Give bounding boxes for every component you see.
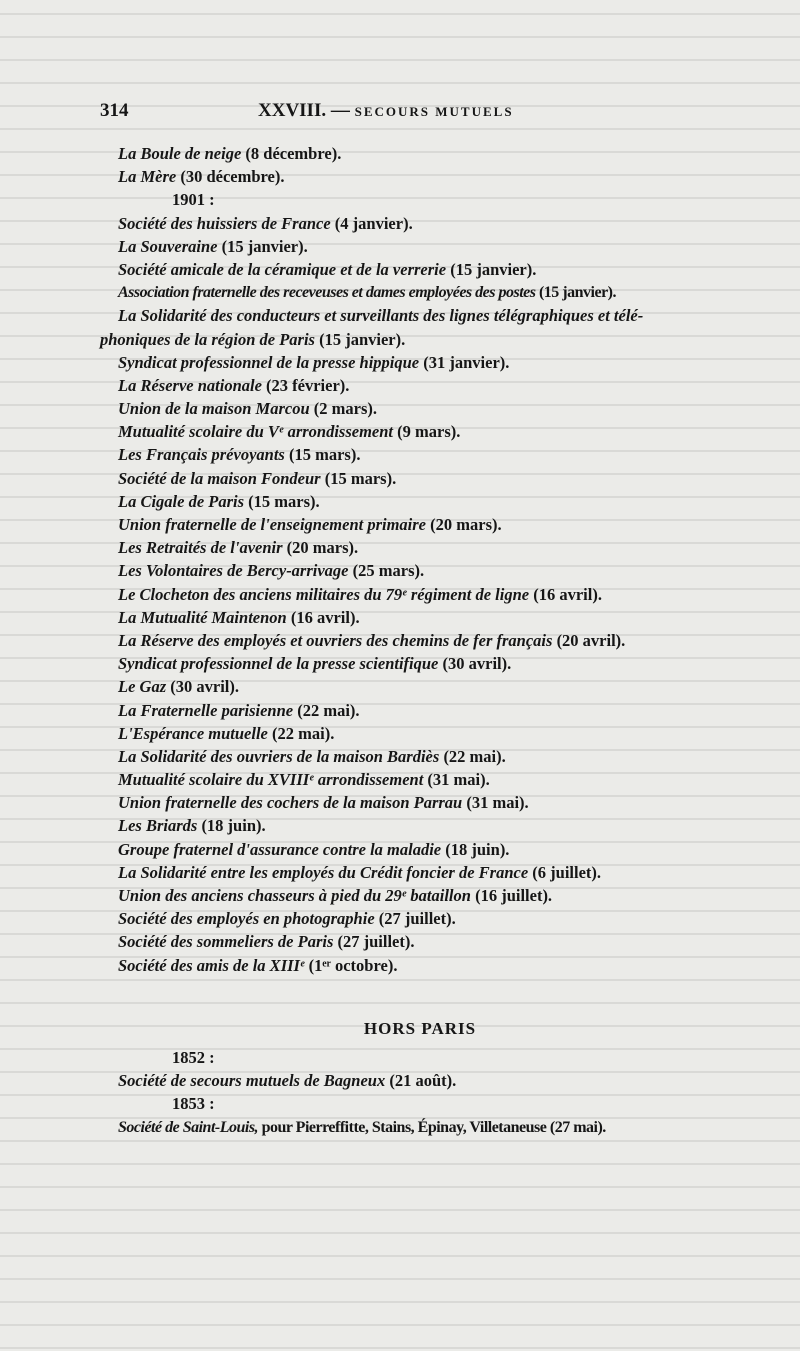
list-item (100, 397, 740, 420)
society-name: Société de la maison Fondeur (118, 468, 321, 488)
society-name: Société de Saint-Louis, (118, 1118, 259, 1136)
list-item (100, 420, 740, 443)
founding-date: (20 mars). (426, 515, 502, 534)
society-name: Société des amis de la XIIIᵉ (118, 955, 305, 975)
year-heading: 1901 : (172, 190, 215, 210)
list-item (100, 1116, 740, 1139)
founding-date: (16 avril). (529, 584, 602, 604)
list-item (100, 629, 740, 652)
founding-date: (22 mai). (293, 700, 360, 720)
society-name: phoniques de la région de Paris (100, 329, 315, 349)
list-item (100, 930, 740, 953)
founding-date: (15 mars). (244, 491, 320, 511)
list-item (100, 258, 740, 281)
list-item (100, 861, 740, 884)
founding-date: (27 juillet). (374, 909, 456, 929)
society-name: Groupe fraternel d'assurance contre la maladie (118, 839, 442, 859)
list-item (100, 699, 740, 722)
founding-date: pour Pierreffitte, Stains, Épinay, Villetaneuse (27 mai). (258, 1118, 606, 1136)
society-name: Syndicat professionnel de la presse hippique (118, 352, 420, 372)
list-item (100, 490, 740, 513)
founding-date: (18 juin). (197, 816, 266, 836)
founding-date: (15 janvier). (535, 284, 616, 302)
founding-date: (1ᵉʳ octobre). (304, 955, 398, 975)
list-item (100, 467, 740, 490)
list-item (100, 954, 740, 977)
society-name: La Réserve nationale (118, 375, 262, 395)
list-item (100, 884, 740, 907)
year-heading: 1853 : (172, 1094, 215, 1114)
founding-date: (4 janvier). (330, 213, 413, 233)
list-item (100, 142, 740, 165)
founding-date: (31 janvier). (419, 352, 510, 372)
founding-date: (15 mars). (320, 468, 397, 488)
society-name: L'Espérance mutuelle (118, 723, 268, 743)
society-name: Société des sommeliers de Paris (118, 932, 334, 952)
society-name: La Souveraine (118, 236, 218, 256)
society-name: Association fraternelle des receveuses et dames employées des postes (118, 284, 536, 302)
society-name: Les Retraités de l'avenir (118, 538, 283, 558)
page-number: 314 (100, 100, 129, 121)
society-name: Les Briards (118, 816, 198, 836)
society-name: La Cigale de Paris (118, 491, 245, 511)
society-name: Syndicat professionnel de la presse scientifique (118, 654, 439, 674)
founding-date: (2 mars). (309, 399, 377, 419)
founding-date: (18 juin). (441, 839, 510, 859)
society-name: Union fraternelle de l'enseignement primaire (118, 515, 426, 534)
society-name: La Mutualité Maintenon (118, 607, 287, 627)
founding-date: (6 juillet). (528, 862, 602, 882)
section-title: SECOURS MUTUELS (354, 104, 514, 119)
founding-date: (15 janvier). (446, 259, 537, 279)
founding-date: (16 juillet). (470, 886, 553, 905)
chapter-heading (258, 100, 514, 122)
society-name: La Solidarité des conducteurs et surveillants des lignes télégraphiques et télé- (118, 306, 644, 326)
founding-date: (30 avril). (438, 654, 512, 674)
founding-date: (21 août). (385, 1071, 457, 1091)
list-item (100, 513, 740, 536)
running-header (100, 100, 710, 124)
society-name: Mutualité scolaire du Vᵉ arrondissement (118, 422, 394, 442)
list-item (100, 212, 740, 235)
list-item (100, 722, 740, 745)
list-item (100, 443, 740, 466)
chapter-number: XXVIII. — (258, 100, 350, 121)
society-name: Mutualité scolaire du XVIIIᵉ arrondissement (118, 770, 424, 790)
founding-date: (15 janvier). (314, 329, 406, 349)
founding-date: (16 avril). (286, 607, 360, 627)
founding-date: (31 mai). (423, 770, 490, 790)
list-item (100, 907, 740, 930)
society-name: Les Français prévoyants (118, 445, 285, 465)
section-gap (100, 977, 740, 1011)
year-heading: 1852 : (172, 1047, 215, 1067)
society-name: Société des huissiers de France (118, 213, 331, 233)
list-item (100, 304, 740, 327)
founding-date: (20 avril). (552, 630, 626, 650)
society-name: La Réserve des employés et ouvriers des chemins de fer français (118, 630, 553, 650)
society-name: Union de la maison Marcou (118, 399, 310, 419)
list-item (100, 559, 740, 582)
founding-date: (25 mars). (348, 561, 425, 581)
list-item (100, 791, 740, 814)
society-name: La Solidarité entre les employés du Crédit foncier de France (118, 862, 529, 882)
society-name: Le Gaz (118, 677, 167, 697)
society-name: La Solidarité des ouvriers de la maison Bardiès (118, 746, 440, 766)
list-item (100, 814, 740, 837)
founding-date: (15 mars). (284, 445, 361, 465)
founding-date: (31 mai). (462, 793, 529, 813)
founding-date: (22 mai). (439, 746, 506, 766)
founding-date: (22 mai). (267, 723, 335, 743)
founding-date: (20 mars). (282, 538, 359, 558)
list-item (100, 675, 740, 698)
list-item (100, 374, 740, 397)
list-item (100, 606, 740, 629)
society-name: Le Clocheton des anciens militaires du 79ᵉ régiment de ligne (118, 584, 530, 604)
list-item (100, 165, 740, 188)
founding-date: (9 mars). (393, 422, 461, 442)
list-item (100, 281, 740, 304)
founding-date: (8 décembre). (241, 144, 342, 163)
society-name: Les Volontaires de Bercy-arrivage (118, 561, 349, 581)
founding-date: (30 avril). (166, 677, 239, 697)
founding-date: (30 décembre). (176, 167, 285, 187)
founding-date: (27 juillet). (333, 932, 415, 952)
list-item (100, 351, 740, 374)
society-name: La Fraternelle parisienne (118, 700, 294, 720)
list-item (100, 583, 740, 606)
society-name: La Boule de neige (118, 144, 242, 163)
society-list (100, 142, 740, 1139)
society-name: Société de secours mutuels de Bagneux (118, 1071, 386, 1091)
society-name: Société des employés en photographie (118, 909, 375, 929)
society-name: La Mère (118, 167, 177, 187)
list-item (100, 745, 740, 768)
society-name: Union fraternelle des cochers de la maison Parrau (118, 793, 463, 813)
founding-date: (23 février). (261, 375, 350, 395)
society-name: Union des anciens chasseurs à pied du 29ᵉ bataillon (118, 886, 471, 905)
society-name: Société amicale de la céramique et de la verrerie (118, 259, 447, 279)
section-heading: HORS PARIS (363, 1018, 477, 1038)
list-item (100, 1069, 740, 1092)
founding-date: (15 janvier). (217, 236, 308, 256)
list-item (100, 235, 740, 258)
list-item (100, 652, 740, 675)
list-item (100, 768, 740, 791)
list-item (100, 536, 740, 559)
list-item (100, 328, 740, 351)
list-item (100, 838, 740, 861)
